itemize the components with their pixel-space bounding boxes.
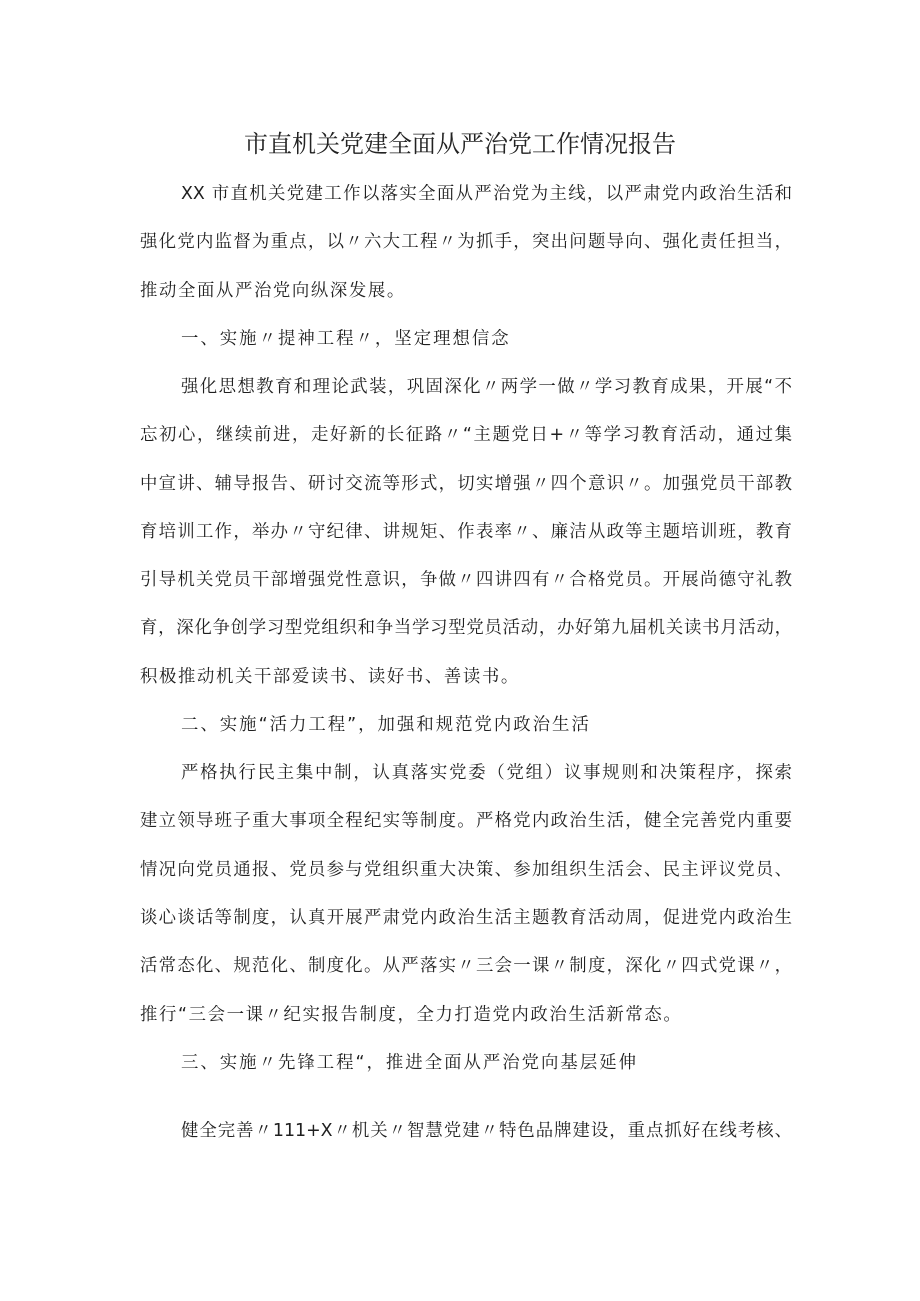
section-2-line-6: 推行“三会一课〃纪实报告制度，全力打造党内政治生活新常态。	[140, 1005, 683, 1025]
section-1-line-5: 引导机关党员干部增强党性意识，争做〃四讲四有〃合格党员。开展尚德守礼教	[140, 570, 792, 590]
section-1-line-7: 积极推动机关干部爱读书、读好书、善读书。	[140, 667, 520, 687]
section-2-line-3: 情况向党员通报、党员参与党组织重大决策、参加组织生活会、民主评议党员、	[140, 860, 792, 880]
section-2-line-4: 谈心谈话等制度，认真开展严肃党内政治生活主题教育活动周，促进党内政治生	[140, 908, 792, 928]
document-title: 市直机关党建全面从严治党工作情况报告	[244, 130, 676, 158]
section-1-heading: 一、实施〃提神工程〃，坚定理想信念	[181, 329, 511, 349]
section-1-line-6: 育，深化争创学习型党组织和争当学习型党员活动，办好第九届机关读书月活动，	[140, 618, 792, 638]
section-1-line-2: 忘初心，继续前进，走好新的长征路〃“主题党日+〃等学习教育活动，通过集	[140, 425, 792, 445]
section-1-line-4: 育培训工作，举办〃守纪律、讲规矩、作表率〃、廉洁从政等主题培训班，教育	[140, 522, 792, 542]
section-2-line-2: 建立领导班子重大事项全程纪实等制度。严格党内政治生活，健全完善党内重要	[140, 811, 792, 831]
section-2-line-5: 活常态化、规范化、制度化。从严落实〃三会一课〃制度，深化〃四式党课〃，	[140, 956, 792, 976]
section-1-line-3: 中宣讲、辅导报告、研讨交流等形式，切实增强〃四个意识〃。加强党员干部教	[140, 474, 792, 494]
section-3-heading: 三、实施〃先锋工程“，推进全面从严治党向基层延伸	[181, 1053, 638, 1073]
section-2-line-1: 严格执行民主集中制，认真落实党委（党组）议事规则和决策程序，探索	[181, 763, 792, 783]
section-1-line-1: 强化思想教育和理论武装，巩固深化〃两学一做〃学习教育成果，开展“不	[181, 377, 792, 397]
section-3-line-1: 健全完善〃111+X〃机关〃智慧党建〃特色品牌建设，重点抓好在线考核、	[181, 1121, 792, 1141]
intro-line-2: 强化党内监督为重点，以〃六大工程〃为抓手，突出问题导向、强化责任担当，	[140, 232, 792, 252]
intro-line-3: 推动全面从严治党向纵深发展。	[140, 281, 406, 301]
section-2-heading: 二、实施“活力工程”，加强和规范党内政治生活	[181, 715, 591, 735]
intro-line-1: XX 市直机关党建工作以落实全面从严治党为主线，以严肃党内政治生活和	[181, 184, 792, 204]
